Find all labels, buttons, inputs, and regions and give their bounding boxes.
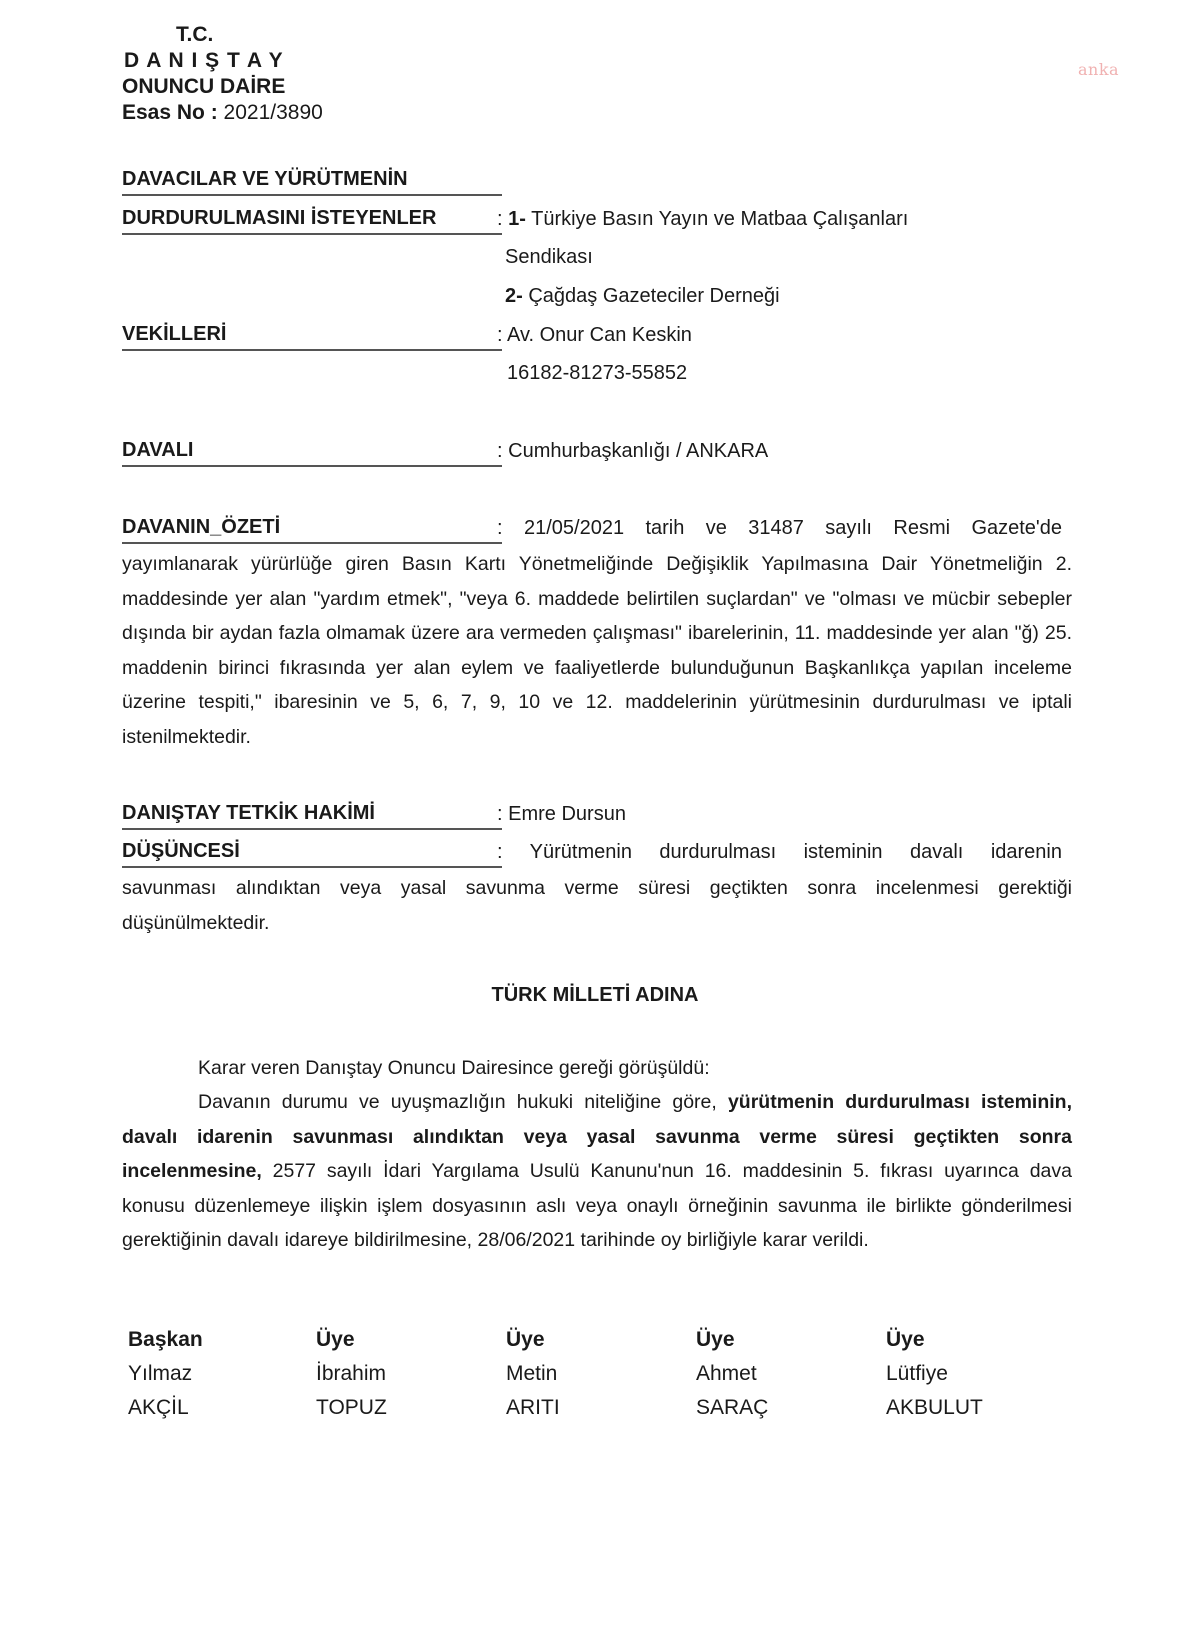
signature-member-3 [696,1323,768,1425]
signature-last-name: TOPUZ [316,1396,387,1419]
defendant-text: Cumhurbaşkanlığı / ANKARA [508,440,769,462]
defendant-label: DAVALI [122,438,502,467]
plaintiff-2-name: Çağdaş Gazeteciler Derneği [522,285,780,307]
header-court: D A N I Ş T A Y [124,49,284,72]
summary-first-line: : 21/05/2021 tarih ve 31487 sayılı Resmi Gazete'de [497,517,1062,539]
decision-para-2-bold: yürütmenin durdurulması isteminin, davalı idarenin savunması alındıktan veya yasal savunma verme süresi geçtikten sonra incelenmesine, [122,1091,1073,1182]
attorneys-label: VEKİLLERİ [122,322,502,351]
signature-last-name: ARITI [506,1396,560,1419]
opinion-body: savunması alındıktan veya yasal savunma verme süresi geçtikten sonra incelenmesi gerektiği düşünülmektedir. [122,877,1072,934]
signature-first-name: Lütfiye [886,1362,948,1385]
signature-role: Üye [696,1328,735,1351]
opinion-first-line: : Yürütmenin durdurulması isteminin davalı idarenin [497,841,1062,863]
plaintiff-1-cont: Sendikası [505,246,593,268]
signature-last-name: AKÇİL [128,1396,189,1419]
esas-label: Esas No : [122,101,218,124]
judge-label: DANIŞTAY TETKİK HAKİMİ [122,801,502,830]
plaintiffs-label-line2: DURDURULMASINI İSTEYENLER [122,206,502,235]
signature-last-name: AKBULUT [886,1396,983,1419]
signature-first-name: Yılmaz [128,1362,193,1385]
decision-para-1: Karar veren Danıştay Onuncu Dairesince gereği görüşüldü: [198,1057,710,1079]
esas-value: 2021/3890 [217,101,323,124]
opinion-first-text: Yürütmenin durdurulması isteminin davalı idarenin [529,841,1062,863]
signature-role: Başkan [128,1328,203,1351]
plaintiff-2-number: 2- [505,285,523,307]
summary-first-text: 21/05/2021 tarih ve 31487 sayılı Resmi Gazete'de [523,517,1062,539]
signature-member-1 [316,1323,387,1425]
signature-role: Üye [316,1328,355,1351]
signature-role: Üye [886,1328,925,1351]
plaintiff-1-number: 1- [508,208,526,230]
plaintiffs-label-line1: DAVACILAR VE YÜRÜTMENİN [122,167,502,196]
decision-para-2-rest: 2577 sayılı İdari Yargılama Usulü Kanunu'nun 16. maddesinin 5. fıkrası uyarınca dava konusu düzenlemeye ilişkin işlem dosyasının aslı veya onaylı örneğinin savunma ile birlikte gönderilmesi gerektiğinin davalı idareye bildirilmesine, 28/06/2021 tarihinde oy birliğiyle karar verildi. [122,1160,1072,1251]
decision-para-2-intro: Davanın durumu ve uyuşmazlığın hukuki niteliğine göre, [198,1091,728,1113]
signature-member-4 [886,1323,983,1425]
attorney-name-text: Av. Onur Can Keskin [507,324,692,346]
signature-last-name: SARAÇ [696,1396,769,1419]
judge-name-text: Emre Dursun [508,803,626,825]
signature-first-name: Ahmet [696,1362,757,1385]
signature-member-2 [506,1323,560,1425]
signature-president [128,1323,203,1425]
attorney-name: : Av. Onur Can Keskin [497,324,692,346]
summary-body: yayımlanarak yürürlüğe giren Basın Kartı Yönetmeliğinde Değişiklik Yapılmasına Dair Yönetmeliğin 2. maddesinde yer alan "yardım etmek", "veya 6. maddede belirtilen suçlardan" ve "olması ve mücbir sebepler dışında bir aydan fazla olmamak üzere ara vermeden çalışması" ibarelerinin, 11. maddesinde yer alan "ğ) 25. maddenin birinci fıkrasında yer alan eylem ve faaliyetlerde bulunduğunun Başkanlıkça yapılan inceleme üzerine tespiti," ibaresinin ve 5, 6, 7, 9, 10 ve 12. maddelerinin yürütmesinin durdurulması ve iptali istenilmektedir. [122,553,1072,748]
esas-no [122,100,323,126]
signature-first-name: Metin [506,1362,558,1385]
signature-first-name: İbrahim [316,1362,387,1385]
signature-role: Üye [506,1328,545,1351]
judge-name: : Emre Dursun [497,803,626,825]
header-chamber: ONUNCU DAİRE [122,75,286,98]
defendant: : Cumhurbaşkanlığı / ANKARA [497,440,769,462]
plaintiff-1: : 1- Türkiye Basın Yayın ve Matbaa Çalışanları [497,208,909,230]
opinion-label: DÜŞÜNCESİ [122,839,502,868]
header-tc: T.C. [176,23,214,46]
decision-heading: TÜRK MİLLETİ ADINA [491,984,699,1006]
decision-para-2 [122,1085,1072,1258]
attorney-id: 16182-81273-55852 [507,362,688,384]
summary-label: DAVANIN_ÖZETİ [122,515,502,544]
plaintiff-1-name: Türkiye Basın Yayın ve Matbaa Çalışanları [525,208,909,230]
plaintiff-2 [505,284,780,308]
watermark-logo: anka [1078,60,1120,79]
